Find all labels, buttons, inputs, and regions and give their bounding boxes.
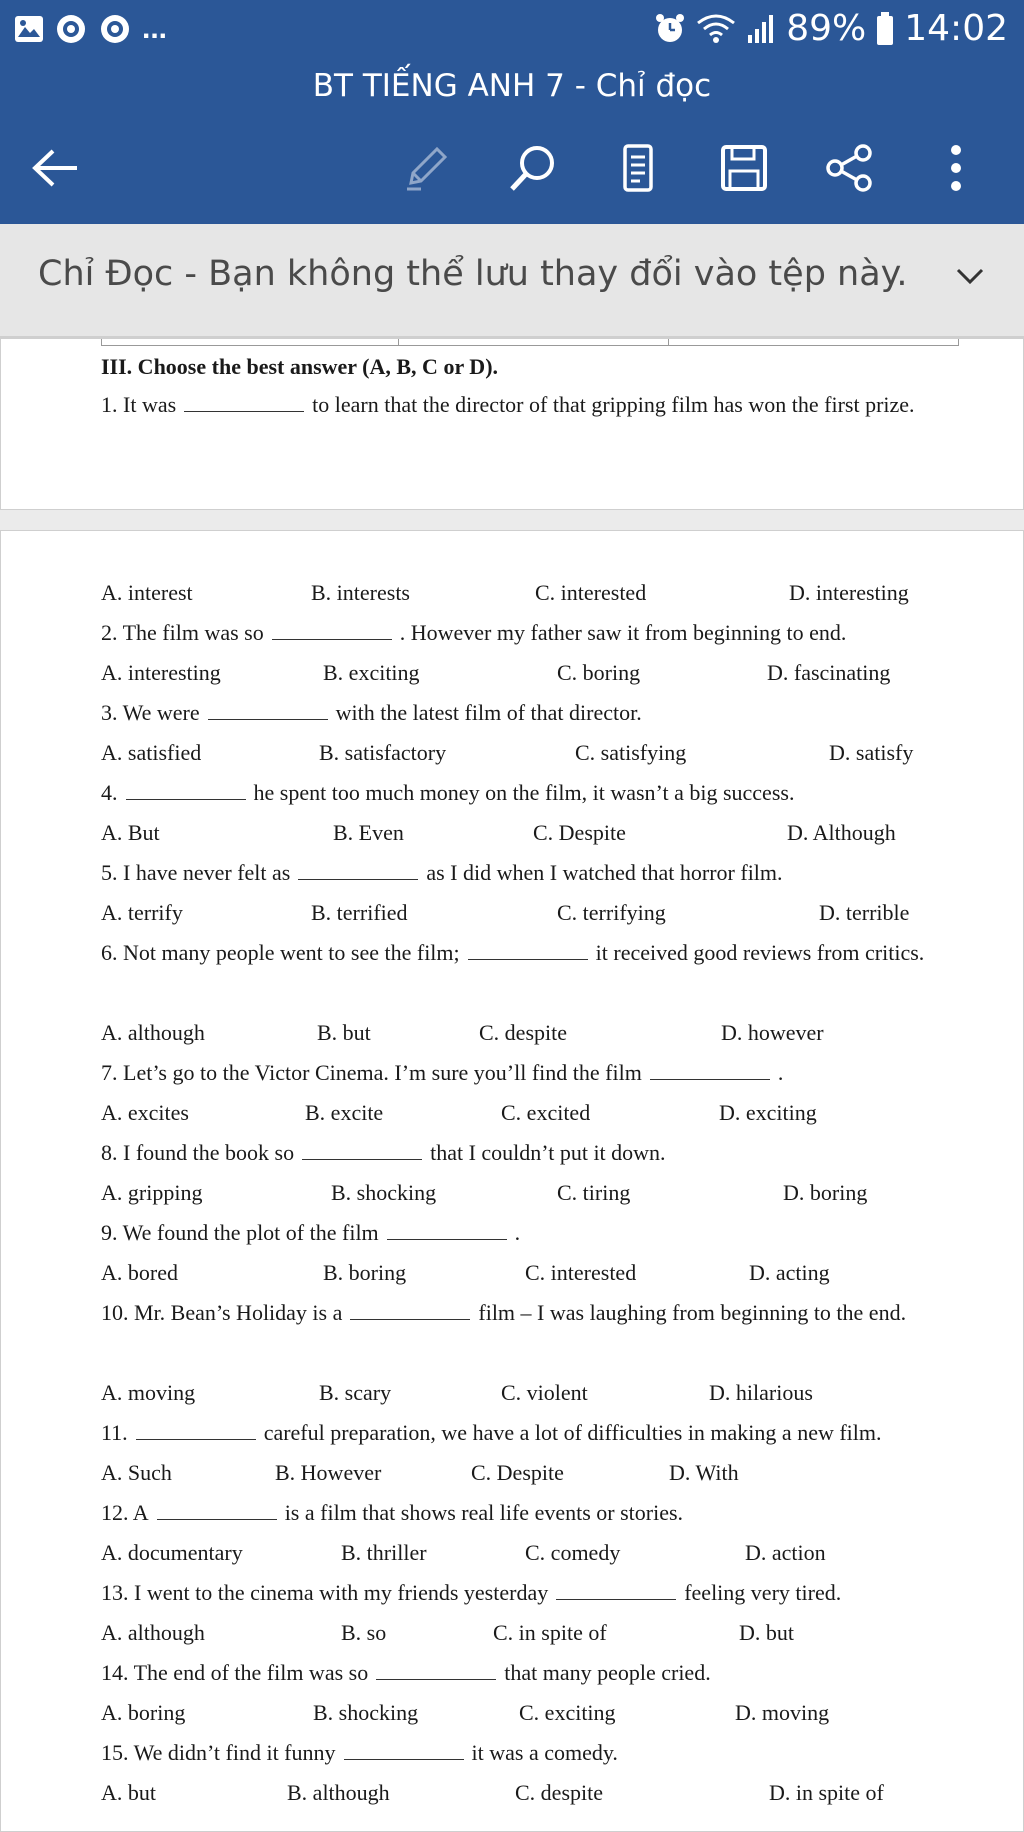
option-b: B. although	[287, 1780, 390, 1805]
option-a: A. Such	[101, 1460, 172, 1485]
table-fragment	[101, 339, 959, 346]
option-a: A. gripping	[101, 1180, 203, 1205]
answer-options	[101, 573, 971, 613]
document-title: BT TIẾNG ANH 7 - Chỉ đọc	[0, 62, 1024, 110]
option-a: A. interest	[101, 580, 193, 605]
answer-options	[101, 1693, 971, 1733]
edit-button[interactable]	[398, 140, 454, 196]
question-13: 13. I went to the cinema with my friends yesterday feeling very tired.	[101, 1580, 842, 1605]
question-7: 7. Let’s go to the Victor Cinema. I’m sure you’ll find the film .	[101, 1060, 784, 1085]
question-2: 2. The film was so . However my father saw it from beginning to end.	[101, 620, 847, 645]
answer-options	[101, 893, 971, 933]
option-a: A. satisfied	[101, 740, 202, 765]
clock: 14:02	[904, 8, 1008, 49]
status-bar	[0, 0, 1024, 62]
option-c: C. in spite of	[493, 1620, 607, 1645]
question-15: 15. We didn’t find it funny it was a comedy.	[101, 1740, 618, 1765]
option-a: A. although	[101, 1020, 205, 1045]
app-toolbar	[0, 110, 1024, 224]
option-d: D. With	[669, 1460, 739, 1485]
option-d: D. Although	[787, 820, 896, 845]
eye-icon	[54, 14, 88, 44]
option-a: A. But	[101, 820, 160, 845]
question-3: 3. We were with the latest film of that director.	[101, 700, 642, 725]
option-b: B. excite	[305, 1100, 384, 1125]
question-8: 8. I found the book so that I couldn’t put it down.	[101, 1140, 666, 1165]
option-d: D. interesting	[789, 580, 909, 605]
chevron-down-icon[interactable]	[954, 264, 986, 288]
option-c: C. excited	[501, 1100, 591, 1125]
answer-options	[101, 653, 971, 693]
option-d: D. action	[745, 1540, 826, 1565]
reading-mode-icon	[618, 143, 658, 193]
option-d: D. boring	[783, 1180, 868, 1205]
signal-icon	[746, 13, 776, 45]
back-button[interactable]	[28, 140, 84, 196]
option-a: A. interesting	[101, 660, 221, 685]
option-c: C. Despite	[471, 1460, 564, 1485]
option-d: D. satisfy	[829, 740, 914, 765]
search-button[interactable]	[504, 140, 560, 196]
option-b: B. but	[317, 1020, 371, 1045]
option-b: B. Even	[333, 820, 404, 845]
answer-options	[101, 1613, 971, 1653]
answer-options	[101, 1093, 971, 1133]
option-d: D. terrible	[819, 900, 910, 925]
question-6: 6. Not many people went to see the film; it received good reviews from critics.	[101, 940, 925, 965]
more-vert-icon	[946, 143, 966, 193]
question-9: 9. We found the plot of the film .	[101, 1220, 521, 1245]
read-only-message: Chỉ Đọc - Bạn không thể lưu thay đổi vào tệp này.	[38, 254, 908, 294]
back-arrow-icon	[31, 148, 81, 188]
answer-options	[101, 1173, 971, 1213]
save-icon	[719, 143, 769, 193]
answer-options	[101, 1453, 971, 1493]
section-heading: III. Choose the best answer (A, B, C or D).	[101, 354, 499, 379]
option-b: B. exciting	[323, 660, 420, 685]
option-b: B. scary	[319, 1380, 392, 1405]
search-icon	[507, 143, 557, 193]
option-c: C. comedy	[525, 1540, 621, 1565]
option-c: C. exciting	[519, 1700, 616, 1725]
option-c: C. violent	[501, 1380, 588, 1405]
save-button[interactable]	[716, 140, 772, 196]
option-d: D. fascinating	[767, 660, 891, 685]
option-b: B. interests	[311, 580, 410, 605]
answer-options	[101, 1253, 971, 1293]
option-a: A. although	[101, 1620, 205, 1645]
option-b: B. However	[275, 1460, 382, 1485]
answer-options	[101, 1013, 971, 1053]
option-d: D. moving	[735, 1700, 830, 1725]
read-only-banner[interactable]	[0, 224, 1024, 338]
option-d: D. exciting	[719, 1100, 817, 1125]
option-c: C. interested	[535, 580, 647, 605]
option-c: C. terrifying	[557, 900, 666, 925]
more-notifications: ...	[142, 12, 168, 45]
option-a: A. excites	[101, 1100, 189, 1125]
alarm-icon	[654, 13, 686, 45]
option-b: B. shocking	[331, 1180, 437, 1205]
question-11: 11. careful preparation, we have a lot of difficulties in making a new film.	[101, 1420, 882, 1445]
option-a: A. moving	[101, 1380, 196, 1405]
question-1: 1. It was to learn that the director of that gripping film has won the first prize.	[101, 392, 915, 417]
share-icon	[825, 143, 875, 193]
image-icon	[14, 15, 44, 43]
document-page	[0, 530, 1024, 1832]
answer-options	[101, 1533, 971, 1573]
option-c: C. Despite	[533, 820, 626, 845]
option-b: B. terrified	[311, 900, 408, 925]
answer-options	[101, 813, 971, 853]
option-a: A. but	[101, 1780, 156, 1805]
answer-options	[101, 733, 971, 773]
option-d: D. in spite of	[769, 1780, 884, 1805]
battery-percent: 89%	[786, 8, 867, 49]
option-d: D. hilarious	[709, 1380, 813, 1405]
question-10: 10. Mr. Bean’s Holiday is a film – I was laughing from beginning to the end.	[101, 1300, 907, 1325]
question-14: 14. The end of the film was so that many people cried.	[101, 1660, 711, 1685]
option-b: B. boring	[323, 1260, 407, 1285]
option-d: D. acting	[749, 1260, 830, 1285]
document-page	[0, 338, 1024, 510]
question-12: 12. A is a film that shows real life events or stories.	[101, 1500, 684, 1525]
eye-icon	[98, 14, 132, 44]
option-a: A. bored	[101, 1260, 178, 1285]
question-4: 4. he spent too much money on the film, it wasn’t a big success.	[101, 780, 795, 805]
pencil-icon	[401, 143, 451, 193]
option-a: A. terrify	[101, 900, 183, 925]
option-b: B. shocking	[313, 1700, 419, 1725]
option-b: B. satisfactory	[319, 740, 447, 765]
option-d: D. but	[739, 1620, 794, 1645]
option-b: B. thriller	[341, 1540, 427, 1565]
option-c: C. interested	[525, 1260, 637, 1285]
option-a: A. boring	[101, 1700, 186, 1725]
answer-options	[101, 1373, 971, 1413]
option-d: D. however	[721, 1020, 824, 1045]
question-5: 5. I have never felt as as I did when I watched that horror film.	[101, 860, 783, 885]
answer-options	[101, 1773, 971, 1813]
more-options-button[interactable]	[928, 140, 984, 196]
option-c: C. despite	[515, 1780, 603, 1805]
battery-icon	[876, 12, 894, 46]
reading-mode-button[interactable]	[610, 140, 666, 196]
option-c: C. tiring	[557, 1180, 631, 1205]
option-c: C. despite	[479, 1020, 567, 1045]
wifi-icon	[696, 13, 736, 45]
option-b: B. so	[341, 1620, 387, 1645]
option-a: A. documentary	[101, 1540, 243, 1565]
share-button[interactable]	[822, 140, 878, 196]
option-c: C. satisfying	[575, 740, 687, 765]
option-c: C. boring	[557, 660, 641, 685]
